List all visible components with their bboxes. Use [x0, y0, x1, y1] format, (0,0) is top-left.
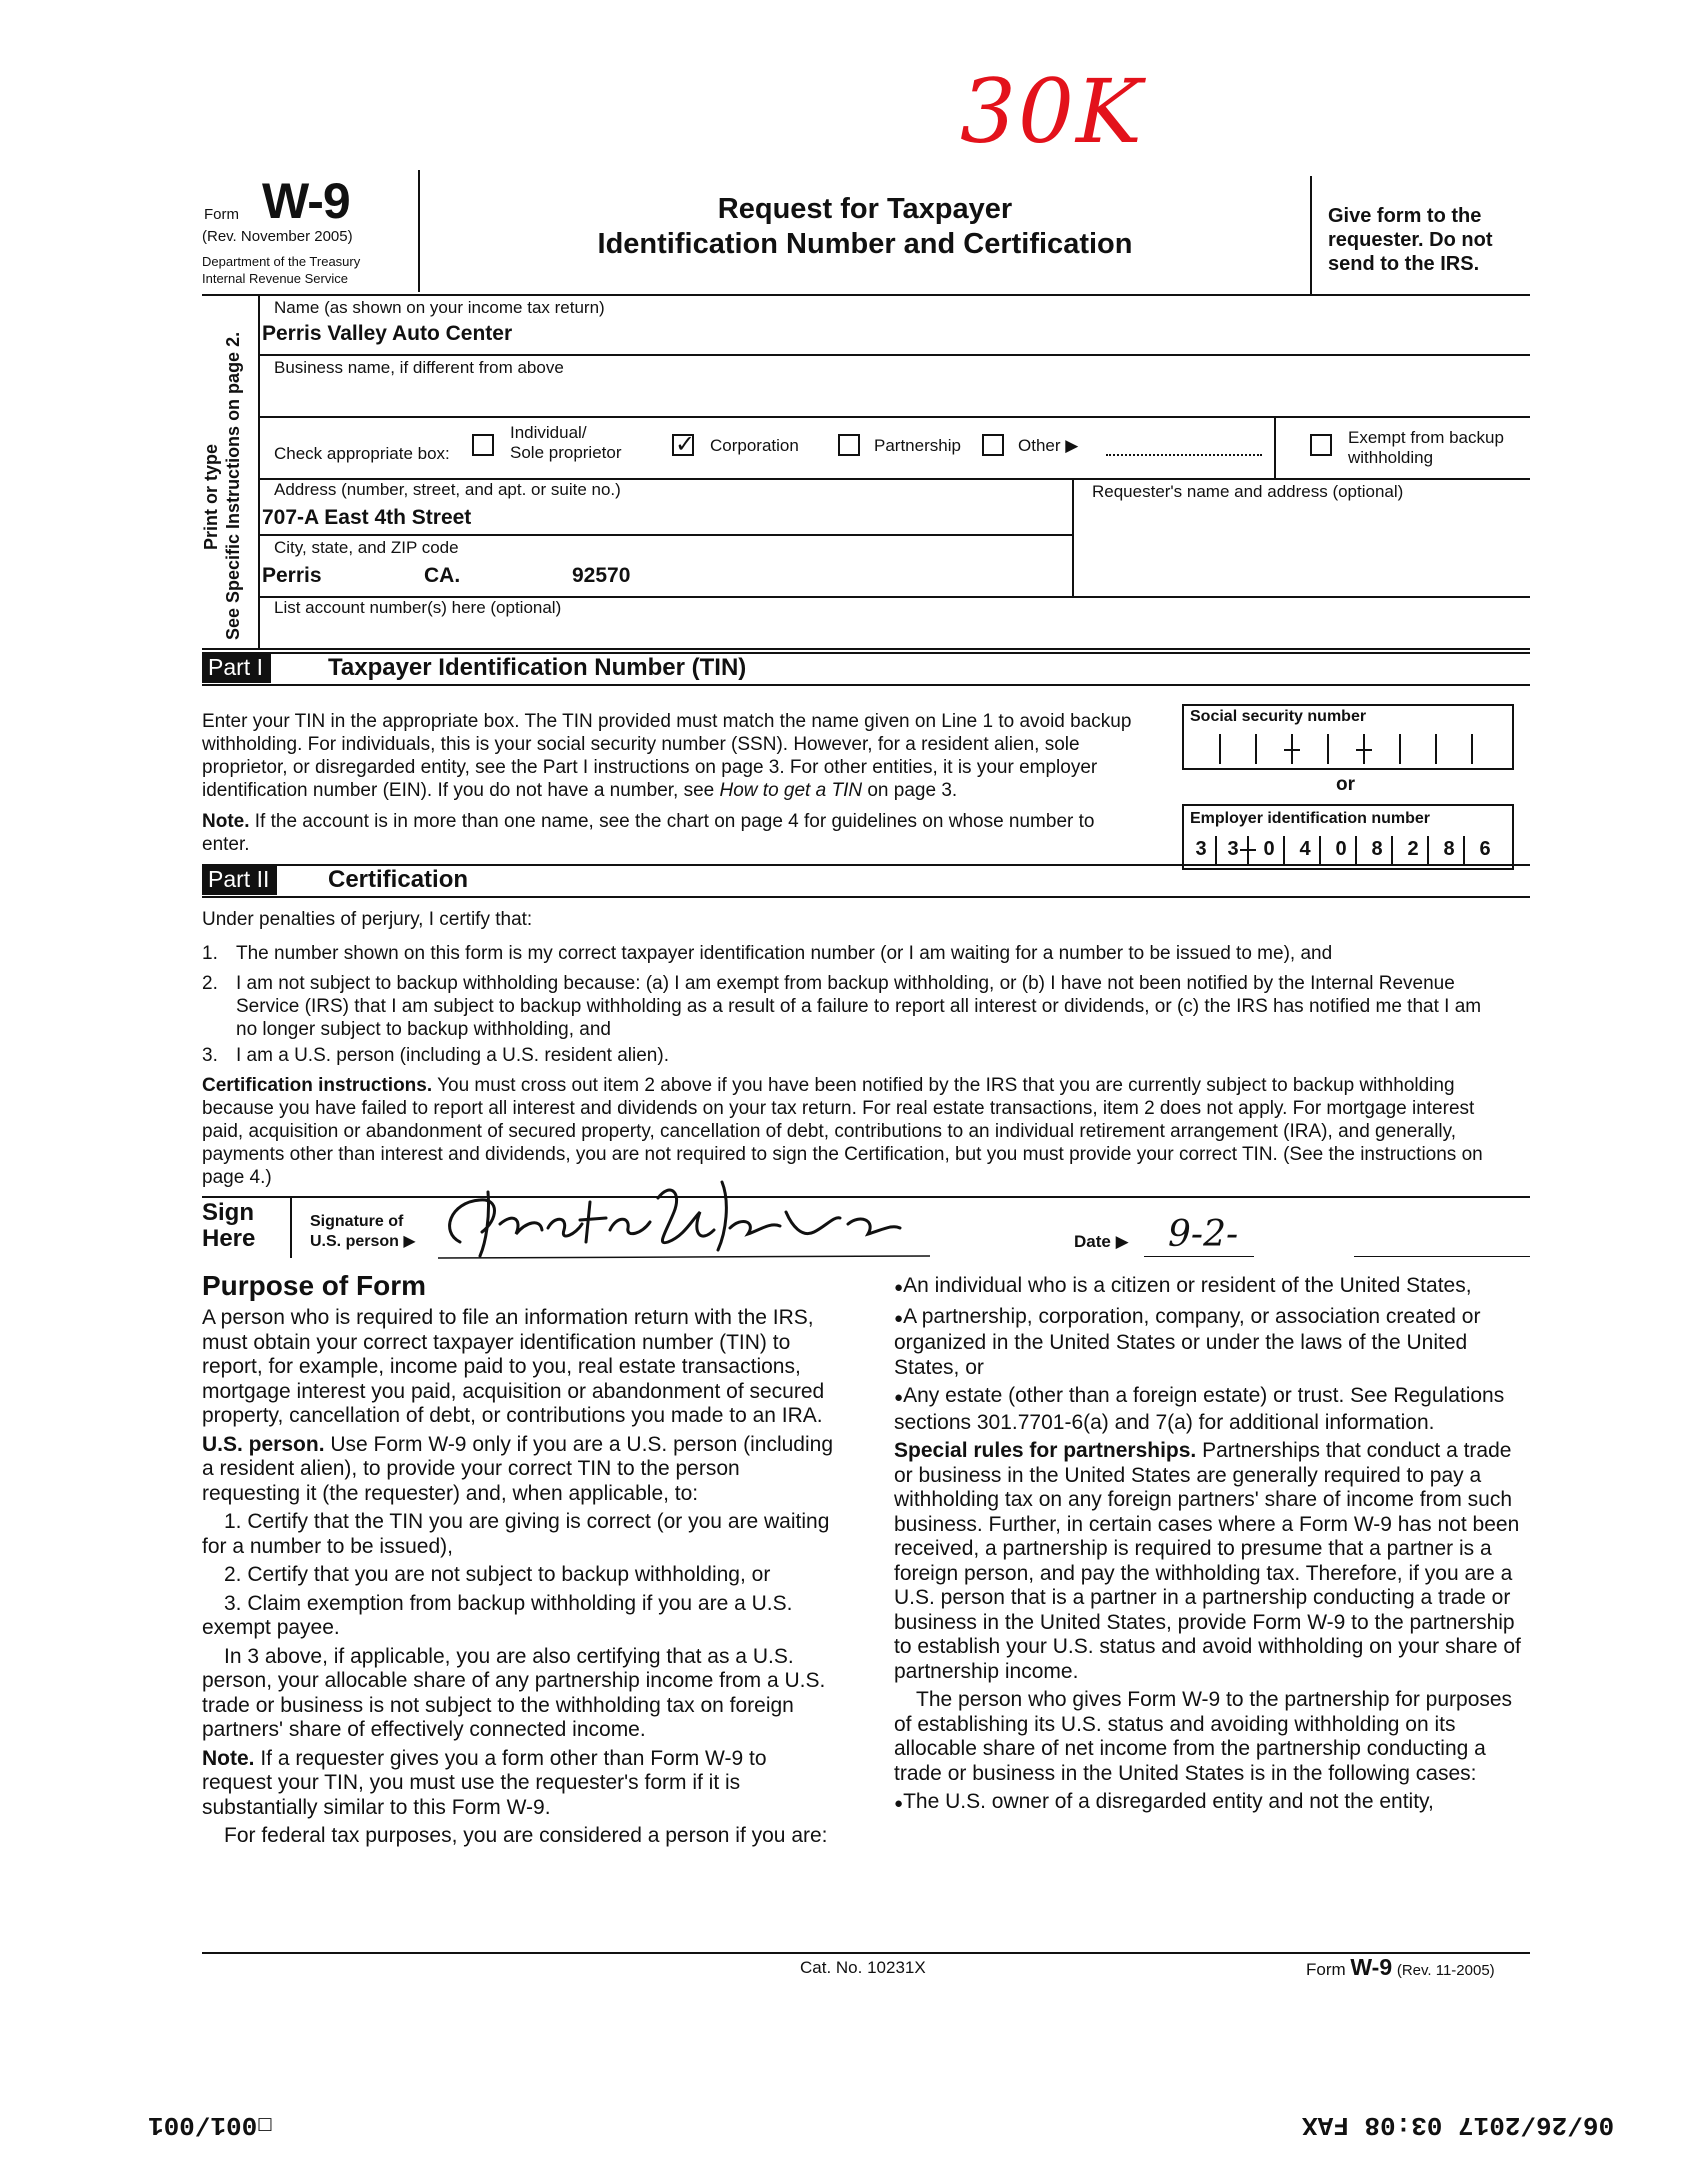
signature-label: [310, 1212, 416, 1252]
cert-item-text: I am not subject to backup withholding because: (a) I am exempt from backup withholding, or (b) I have not been notified by the Internal Revenue Service (IRS) that I am subject to backup withholding as a result of a failure to report all interest or dividends, or (c) the IRS has notified me that I am no longer subject to backup withholding, and: [236, 973, 1482, 1040]
cert-item-num: 2.: [202, 973, 218, 994]
part2-title: Certification: [328, 866, 469, 893]
sign-line1: Sign: [202, 1199, 254, 1226]
cert-item-text: The number shown on this form is my correct taxpayer identification number (or I am waiting for a number to be issued to me), and: [236, 943, 1333, 964]
footer-form-word: Form: [1306, 1960, 1346, 1979]
checkbox-partnership[interactable]: [838, 434, 860, 456]
footer-revision: (Rev. 11-2005): [1396, 1962, 1495, 1979]
tin-note-text: If the account is in more than one name, see the chart on page 4 for guidelines on whose number to enter.: [202, 811, 1095, 855]
address-value[interactable]: 707-A East 4th Street: [262, 506, 472, 529]
ein-digit: 0: [1335, 838, 1347, 860]
requester-note-bold: Note.: [202, 1746, 255, 1770]
special-rules-bold: Special rules for partnerships.: [894, 1439, 1197, 1462]
part2-label: Part II: [202, 864, 277, 895]
check-box-label: Check appropriate box:: [274, 444, 450, 463]
purpose-paragraph: A person who is required to file an information return with the IRS, must obtain your correct taxpayer identification number (TIN) to report, for example, income paid to you, real estate transactions, mortgage interest you paid, acquisition or abandonment of secured property, cancellation of debt, or contributions you made to an IRA.: [202, 1306, 825, 1427]
exempt-label: [1348, 428, 1504, 468]
handwritten-note: 30K: [960, 60, 1144, 163]
zip-value[interactable]: 92570: [572, 564, 631, 587]
form-title-line2: Identification Number and Certification: [597, 228, 1133, 260]
us-person-bold: U.S. person.: [202, 1432, 325, 1456]
see-instructions: See Specific Instructions on page 2.: [223, 331, 243, 640]
print-or-type: Print or type: [201, 443, 221, 550]
business-label: Business name, if different from above: [274, 358, 564, 377]
partnership-cases-paragraph: The person who gives Form W-9 to the partnership for purposes of establishing its U.S. status and avoiding withholding on its allocable share of net income from the partnership conducting a trade or business in the United States is in the following cases:: [894, 1688, 1513, 1785]
requester-note-paragraph: [202, 1747, 842, 1821]
sign-line2: Here: [202, 1225, 256, 1252]
list-item: ● Any estate (other than a foreign estate) or trust. See Regulations sections 301.7701-6(a) and 7(a) for additional information.: [894, 1384, 1530, 1435]
city-value[interactable]: Perris: [262, 564, 322, 587]
requester-label: Requester's name and address (optional): [1092, 482, 1404, 501]
address-label: Address (number, street, and apt. or suite no.): [274, 480, 621, 499]
checkbox-corporation[interactable]: [672, 434, 694, 456]
give-form-line1: Give form to the: [1328, 205, 1482, 227]
ein-digit: 0: [1263, 838, 1275, 860]
part1-label: Part I: [202, 652, 271, 683]
form-title-line1: Request for Taxpayer: [717, 193, 1013, 225]
give-form-note: [1328, 204, 1492, 276]
individual-line2: Sole proprietor: [510, 443, 622, 462]
account-label: List account number(s) here (optional): [274, 598, 562, 617]
ein-digit: 3: [1195, 838, 1207, 860]
form-revision: (Rev. November 2005): [202, 228, 353, 245]
name-label: Name (as shown on your income tax return): [274, 298, 605, 317]
signature[interactable]: [430, 1172, 940, 1268]
cert-instructions-text: You must cross out item 2 above if you have been notified by the IRS that you are currently subject to backup withholding because you have failed to report all interest and dividends on your tax return. For real estate transactions, item 2 does not apply. For mortgage interest paid, acquisition or abandonment of secured property, cancellation of debt, contributions to an individual retirement arrangement (IRA), and generally, payments other than interest and dividends, you are not required to sign the Certification, but you must provide your correct TIN. (See the instructions on page 4.): [202, 1075, 1483, 1188]
purpose-left-column: [202, 1306, 842, 1853]
fax-timestamp: 06/26/2017 03:08 FAX: [1302, 2110, 1615, 2140]
purpose-item-3: 3. Claim exemption from backup withholding if you are a U.S. exempt payee.: [202, 1591, 793, 1639]
tin-instructions-b: on page 3.: [862, 780, 958, 801]
date-value[interactable]: 9-2-: [1168, 1214, 1239, 1255]
ein-digit: 8: [1443, 838, 1455, 860]
special-rules-text: Partnerships that conduct a trade or business in the United States are generally required to pay a withholding tax on any foreign partners' share of income from such business. Further, in certain cases where a Form W-9 has not been received, a partnership is required to presume that a partner is a foreign person, and pay the withholding tax. Therefore, if you are a U.S. person that is a partner in a partnership conducting a trade or business in the United States, provide Form W-9 to the partnership to establish your U.S. status and avoid withholding on your share of partnership income.: [894, 1439, 1521, 1683]
list-item: ● A partnership, corporation, company, or association created or organized in the United States or under the laws of the United States, or: [894, 1305, 1530, 1381]
corporation-label: Corporation: [710, 436, 799, 455]
requester-note-text: If a requester gives you a form other than Form W-9 to request your TIN, you must use the requester's form if it is substantially similar to this Form W-9.: [202, 1746, 767, 1819]
or-text: or: [1336, 774, 1355, 795]
other-label: Other ▶: [1018, 436, 1079, 455]
agency-line: Internal Revenue Service: [202, 271, 348, 286]
ein-digit: 2: [1407, 838, 1419, 860]
exempt-line2: withholding: [1348, 448, 1434, 467]
tin-note: [202, 810, 1102, 856]
form-number: W-9: [262, 173, 350, 229]
footer-form-number: W-9: [1350, 1954, 1393, 1980]
individual-line1: Individual/: [510, 423, 587, 442]
part1-title: Taxpayer Identification Number (TIN): [328, 654, 747, 681]
ein-digit: 6: [1479, 838, 1491, 860]
purpose-item-2: 2. Certify that you are not subject to backup withholding, or: [224, 1563, 771, 1586]
signature-label-line2: U.S. person ▶: [310, 1233, 416, 1250]
checkbox-exempt[interactable]: [1310, 434, 1332, 456]
tin-note-bold: Note.: [202, 811, 250, 832]
form-title: [420, 192, 1310, 262]
us-person-text: Use Form W-9 only if you are a U.S. person (including a resident alien), to provide your correct TIN to the person requesting it (the requester) and, when applicable, to:: [202, 1432, 834, 1505]
us-person-paragraph: [202, 1433, 842, 1507]
ssn-digit-cells[interactable]: [1184, 730, 1510, 766]
fax-page-counter: ☐001/001: [148, 2110, 273, 2140]
tin-instructions-a: Enter your TIN in the appropriate box. The TIN provided must match the name given on Line 1 to avoid backup withholding. For individuals, this is your social security number (SSN). However, for a resident alien, sole proprietor, or disregarded entity, see the Part I instructions on page 3. For other entities, it is your employer identification number (EIN). If you do not have a number, see: [202, 711, 1132, 801]
partnership-certification-paragraph: In 3 above, if applicable, you are also certifying that as a U.S. person, your allocable share of any partnership income from a U.S. trade or business is not subject to the withholding tax on foreign partners' share of effectively connected income.: [202, 1644, 826, 1741]
tin-instructions-italic: How to get a TIN: [719, 780, 863, 801]
cert-instructions-bold: Certification instructions.: [202, 1075, 433, 1096]
give-form-line2: requester. Do not: [1328, 229, 1493, 251]
give-form-line3: send to the IRS.: [1328, 253, 1480, 275]
special-rules-paragraph: [894, 1439, 1530, 1684]
purpose-item-1: 1. Certify that the TIN you are giving is correct (or you are waiting for a number to be issued),: [202, 1510, 830, 1558]
ein-digit: 8: [1371, 838, 1383, 860]
partnership-label: Partnership: [874, 436, 961, 455]
tin-instructions: [202, 710, 1162, 802]
checkbox-individual[interactable]: [472, 434, 494, 456]
purpose-heading: Purpose of Form: [202, 1270, 427, 1301]
ein-digit: 4: [1299, 838, 1311, 860]
federal-person-paragraph: For federal tax purposes, you are considered a person if you are:: [224, 1824, 828, 1847]
ssn-label: Social security number: [1190, 708, 1367, 725]
individual-label: [510, 423, 622, 463]
exempt-line1: Exempt from backup: [1348, 428, 1504, 447]
state-value[interactable]: CA.: [424, 564, 461, 587]
department-line: Department of the Treasury: [202, 254, 361, 269]
cert-item-num: 3.: [202, 1045, 218, 1066]
list-item: ● The U.S. owner of a disregarded entity and not the entity,: [894, 1790, 1530, 1817]
other-dotted-line[interactable]: [1106, 454, 1262, 456]
date-label: Date ▶: [1074, 1232, 1129, 1251]
footer-form-id: [1306, 1954, 1495, 1981]
cert-item-text: I am a U.S. person (including a U.S. resident alien).: [236, 1045, 669, 1066]
purpose-right-column: [894, 1274, 1530, 1821]
certification-intro: Under penalties of perjury, I certify that:: [202, 909, 533, 930]
checkbox-other[interactable]: [982, 434, 1004, 456]
ein-label: Employer identification number: [1190, 810, 1431, 827]
sign-here-label: [202, 1200, 255, 1252]
catalog-number: Cat. No. 10231X: [800, 1958, 926, 1977]
ein-digit: 3: [1227, 838, 1239, 860]
city-label: City, state, and ZIP code: [274, 538, 459, 557]
cert-item-num: 1.: [202, 943, 218, 964]
side-instruction-label: [200, 280, 244, 640]
name-value[interactable]: Perris Valley Auto Center: [262, 322, 513, 345]
signature-label-line1: Signature of: [310, 1213, 404, 1230]
form-word: Form: [204, 206, 239, 223]
list-item: ● An individual who is a citizen or resident of the United States,: [894, 1274, 1530, 1301]
